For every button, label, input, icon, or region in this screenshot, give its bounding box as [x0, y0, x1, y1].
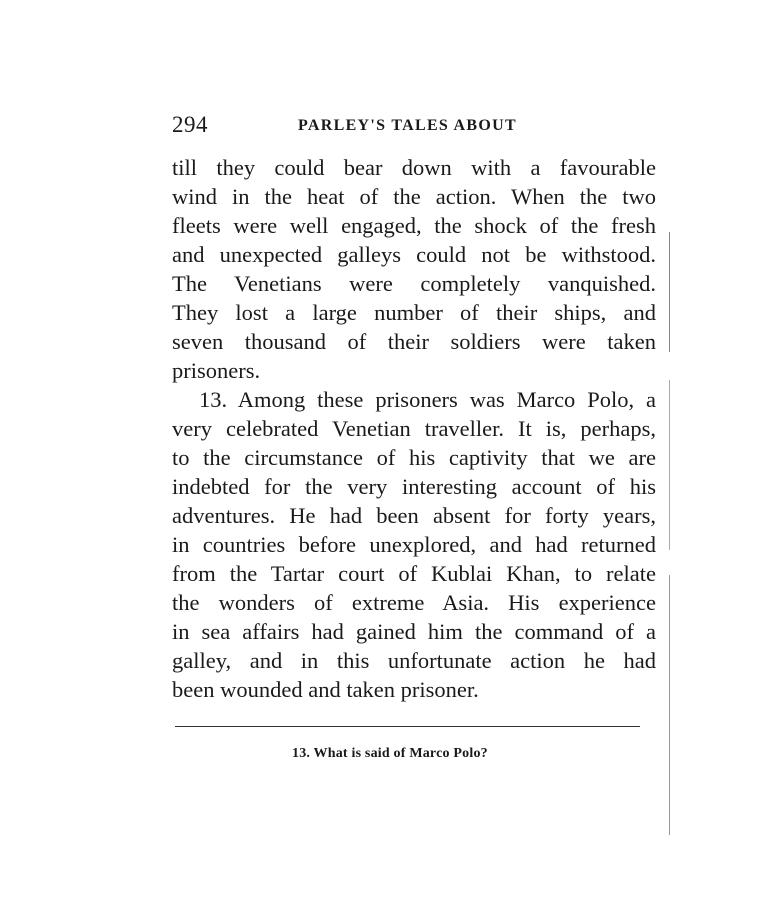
text-line: in countries before unexplored, and had returned [172, 532, 656, 557]
page-edge-line [669, 232, 670, 352]
text-line: the wonders of extreme Asia. His experience [172, 590, 656, 615]
body-text [172, 153, 656, 704]
page-edge-line [669, 380, 670, 550]
text-line: galley, and in this unfortunate action he had [172, 648, 656, 673]
page-edge-line [669, 575, 670, 835]
text-line: very celebrated Venetian traveller. It is, perhaps, [172, 416, 656, 441]
text-line: wind in the heat of the action. When the two [172, 184, 656, 209]
text-line: indebted for the very interesting account of his [172, 474, 656, 499]
text-line: from the Tartar court of Kublai Khan, to relate [172, 561, 656, 586]
text-line: and unexpected galleys could not be withstood. [172, 242, 656, 267]
text-line: The Venetians were completely vanquished. [172, 271, 656, 296]
running-title: PARLEY'S TALES ABOUT [298, 117, 517, 134]
text-line: They lost a large number of their ships, and [172, 300, 656, 325]
text-line: fleets were well engaged, the shock of the fresh [172, 213, 656, 238]
page-number: 294 [172, 112, 208, 137]
text-line: prisoners. [172, 358, 261, 383]
text-line: to the circumstance of his captivity that we are [172, 445, 656, 470]
text-line: till they could bear down with a favourable [172, 155, 656, 180]
text-line: adventures. He had been absent for forty years, [172, 503, 656, 528]
footnote-divider [175, 726, 640, 727]
text-line: been wounded and taken prisoner. [172, 677, 479, 702]
footnote-question: 13. What is said of Marco Polo? [292, 746, 488, 761]
text-line: seven thousand of their soldiers were taken [172, 329, 656, 354]
paragraph-13-start: 13. Among these prisoners was Marco Polo, a [199, 387, 656, 412]
text-line: in sea affairs had gained him the command of a [172, 619, 656, 644]
